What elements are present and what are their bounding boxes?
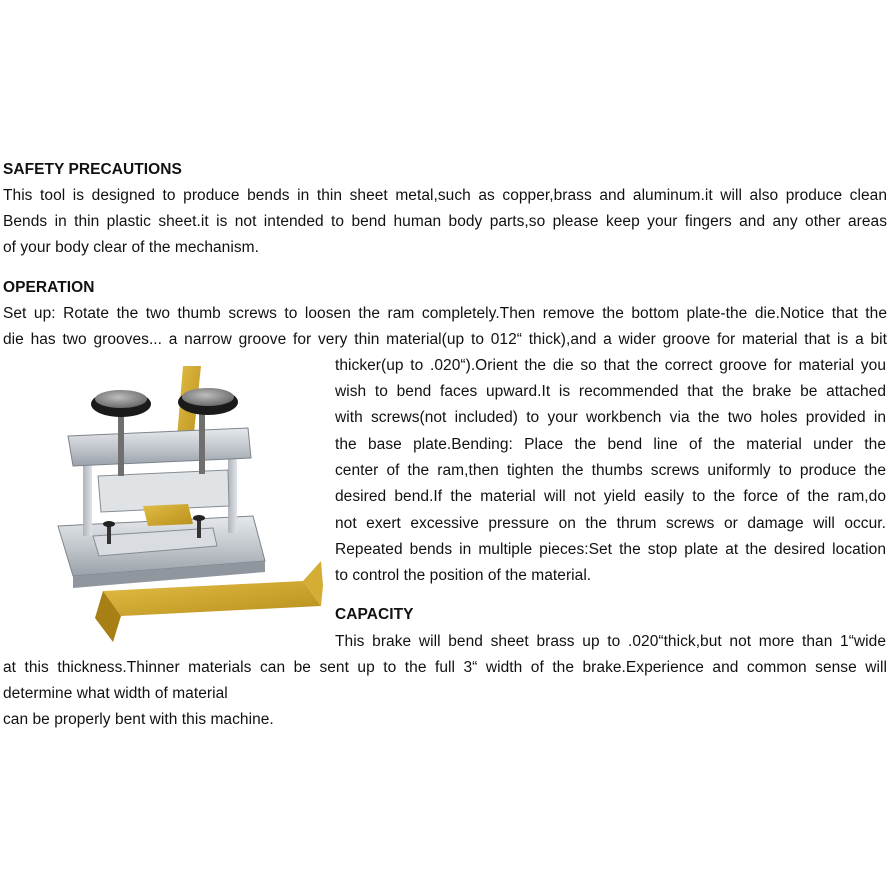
bending-brake-illustration: [3, 366, 323, 642]
operation-line-5: with screws(not included) to your workbench via the two holes provided in: [335, 409, 886, 426]
capacity-line-2: at this thickness.Thinner materials can be sent up to the full 3“ width of the brake.Experience and common sense will: [3, 659, 887, 676]
right-post: [228, 448, 237, 533]
safety-line-3: of your body clear of the mechanism.: [3, 239, 259, 256]
operation-line-11: to control the position of the material.: [335, 567, 592, 584]
operation-heading: OPERATION: [3, 279, 95, 296]
operation-line-10: Repeated bends in multiple pieces:Set the stop plate at the desired location: [335, 541, 886, 558]
safety-line-1: This tool is designed to produce bends in thin sheet metal,such as copper,brass and aluminum.it will also produce clean: [3, 187, 887, 204]
bent-brass-sample: [103, 581, 321, 616]
operation-line-3: thicker(up to .020“).Orient the die so that the correct groove for material you: [335, 357, 886, 374]
operation-line-2: die has two grooves... a narrow groove for very thin material(up to 012“ thick),and a wider groove for material that is a bit: [3, 331, 887, 348]
operation-line-4: wish to bend faces upward.It is recommended that the brake be attached: [335, 383, 886, 400]
safety-heading: SAFETY PRECAUTIONS: [3, 161, 182, 178]
right-thumb-knob-top: [182, 388, 234, 406]
operation-line-9: not exert excessive pressure on the thrum screws or damage will occur.: [335, 515, 886, 532]
brass-sheet-pressed: [143, 504, 193, 526]
top-bar: [68, 428, 251, 466]
operation-line-8: desired bend.If the material will not yield easily to the force of the ram,do: [335, 488, 886, 505]
safety-line-2: Bends in thin plastic sheet.it is not intended to bend human body parts,so please keep your fingers and any other areas: [3, 213, 887, 230]
left-thumb-knob-top: [95, 390, 147, 408]
capacity-heading: CAPACITY: [335, 606, 414, 623]
capacity-line-4: can be properly bent with this machine.: [3, 711, 274, 728]
capacity-line-1: This brake will bend sheet brass up to .020“thick,but not more than 1“wide: [335, 633, 886, 650]
operation-line-6: the base plate.Bending: Place the bend line of the material under the: [335, 436, 886, 453]
capacity-line-3: determine what width of material: [3, 685, 228, 702]
operation-line-1: Set up: Rotate the two thumb screws to loosen the ram completely.Then remove the bottom plate-the die.Notice that the: [3, 305, 887, 322]
operation-line-7: center of the ram,then tighten the thumbs screws uniformly to produce the: [335, 462, 886, 479]
